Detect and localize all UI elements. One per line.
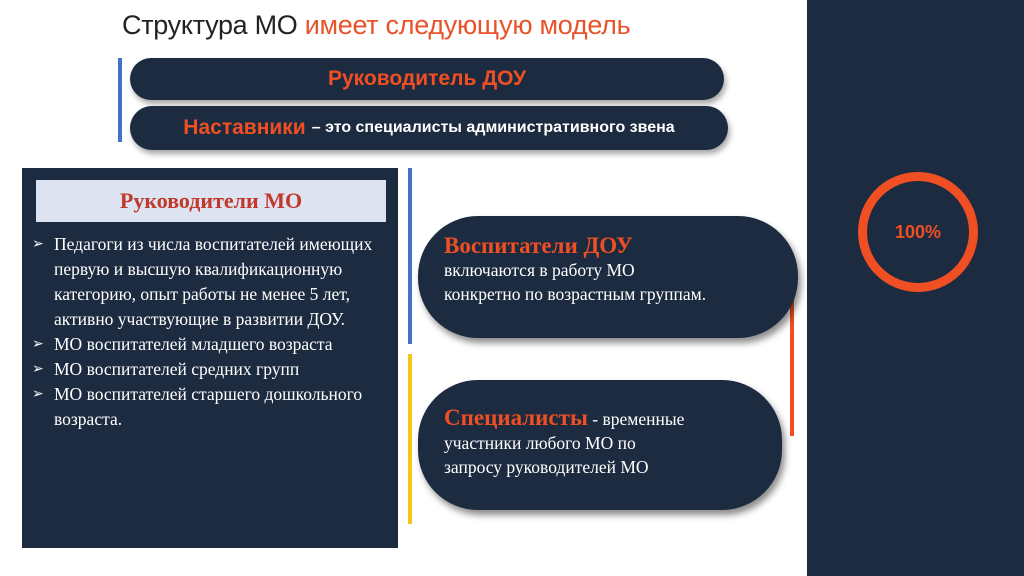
top-blue-bar	[118, 58, 122, 142]
mentors-text: – это специалисты административного звена	[311, 119, 675, 136]
ring-label: 100%	[894, 221, 942, 242]
specialists-title: Специалисты	[444, 405, 588, 430]
arrowhead-bullet-icon: ➢	[32, 362, 44, 377]
head-label: Руководитель ДОУ	[327, 67, 527, 90]
mo-leaders-list	[22, 232, 398, 432]
middle-blue-bar	[408, 168, 412, 344]
progress-ring	[858, 172, 978, 292]
middle-yellow-bar	[408, 354, 412, 524]
educators-title: Воспитатели ДОУ	[444, 233, 633, 258]
specialists-line-1: - временные	[587, 409, 685, 429]
mo-leaders-box	[22, 168, 398, 548]
list-item: ➢ МО воспитателей средних групп	[32, 357, 384, 382]
slide-title	[122, 10, 630, 41]
mentors-label: Наставники	[183, 116, 306, 139]
specialists-line-3: запросу руководителей МО	[444, 457, 649, 477]
title-part-1: Структура МО	[122, 10, 305, 40]
mo-leaders-title: Руководители МО	[36, 180, 386, 222]
educators-line-2: конкретно по возрастным группам.	[444, 284, 707, 304]
mentors-pill	[130, 106, 728, 150]
right-orange-bar	[790, 296, 794, 436]
title-part-2: имеет следующую модель	[304, 10, 631, 40]
educators-oval	[418, 216, 798, 338]
arrowhead-bullet-icon: ➢	[32, 387, 44, 402]
list-item: ➢ МО воспитателей старшего дошкольного возраста.	[32, 384, 363, 429]
arrowhead-bullet-icon: ➢	[32, 337, 44, 352]
head-pill	[130, 58, 724, 100]
specialists-oval	[418, 380, 782, 510]
list-item: ➢ Педагоги из числа воспитателей имеющих первую и высшую квалификационную категорию, опыт работы не менее 5 лет, активно участвующие в развитии ДОУ.	[32, 234, 373, 329]
specialists-line-2: участники любого МО по	[444, 433, 636, 453]
list-item: ➢ МО воспитателей младшего возраста	[32, 332, 384, 357]
educators-line-1: включаются в работу МО	[444, 260, 635, 280]
arrowhead-bullet-icon: ➢	[32, 237, 44, 252]
